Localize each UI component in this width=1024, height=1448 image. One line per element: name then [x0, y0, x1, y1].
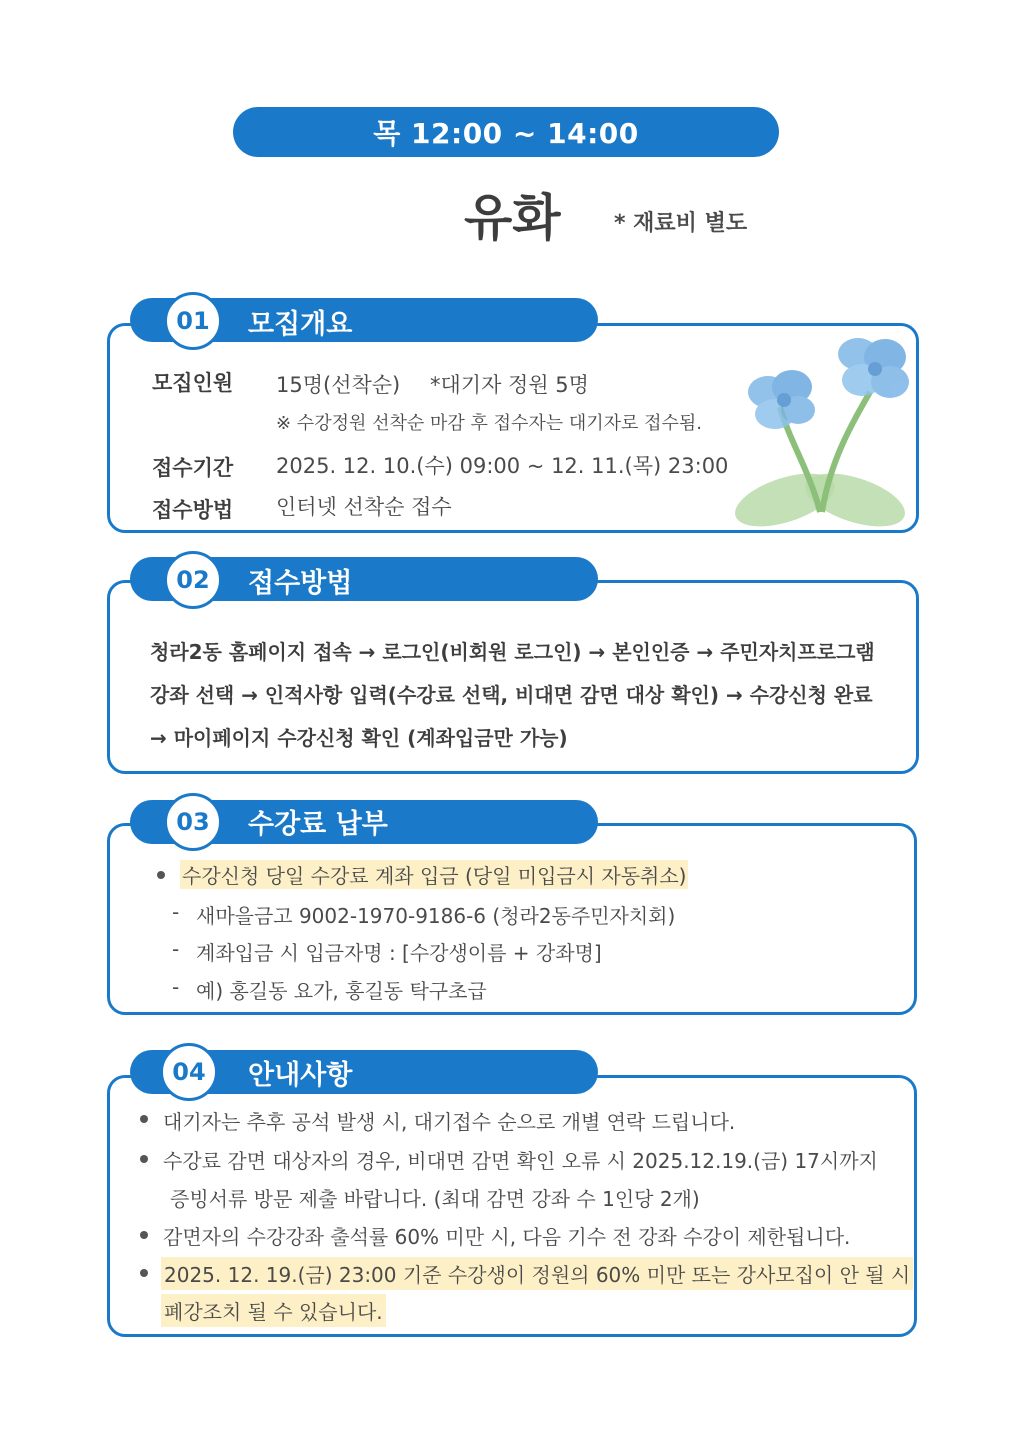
waitlist-notice: ※ 수강정원 선착순 마감 후 접수자는 대기자로 접수됨.: [276, 413, 703, 434]
field-value: 2025. 12. 10.(수) 09:00 ~ 12. 11.(목) 23:00: [276, 454, 729, 478]
time-banner: 목 12:00 ~ 14:00: [233, 107, 779, 157]
flower-illustration: [730, 332, 915, 530]
field-label: 접수기간: [152, 456, 234, 480]
procedure-line: 강좌 선택 → 인적사항 입력(수강료 선택, 비대면 감면 대상 확인) → 수강신청 완료: [150, 683, 873, 707]
waitlist-note: *대기자 정원 5명: [430, 373, 589, 397]
notice-item-continued: 증빙서류 방문 제출 바랍니다. (최대 감면 강좌 수 1인당 2개): [170, 1187, 700, 1211]
procedure-line: → 마이페이지 수강신청 확인 (계좌입금만 가능): [150, 726, 568, 750]
depositor-name-rule: 계좌입금 시 입금자명 : [수강생이름 + 강좌명]: [196, 941, 602, 965]
cancellation-notice: 2025. 12. 19.(금) 23:00 기준 수강생이 정원의 60% 미만 또는 강사모집이 안 될 시: [161, 1257, 913, 1290]
dash-marker: -: [172, 975, 180, 999]
bullet-dot: [140, 1155, 148, 1163]
section-title: 안내사항: [248, 1060, 353, 1091]
bullet-dot: [140, 1269, 148, 1277]
bullet-dot: [140, 1231, 148, 1239]
notice-item: 대기자는 추후 공석 발생 시, 대기접수 순으로 개별 연락 드립니다.: [163, 1110, 736, 1134]
field-value: 15명(선착순): [276, 373, 401, 397]
cancellation-notice-continued: 폐강조치 될 수 있습니다.: [161, 1294, 386, 1327]
field-value: 인터넷 선착순 접수: [276, 495, 452, 519]
field-label: 모집인원: [152, 371, 234, 395]
section-number: 01: [164, 292, 222, 350]
field-label: 접수방법: [152, 498, 234, 522]
dash-marker: -: [172, 900, 180, 924]
section-title: 모집개요: [248, 309, 353, 340]
section-number: 02: [164, 551, 222, 609]
bullet-dot: [140, 1115, 148, 1123]
material-note: * 재료비 별도: [614, 211, 748, 236]
bank-account: 새마을금고 9002-1970-9186-6 (청라2동주민자치회): [196, 904, 676, 928]
procedure-line: 청라2동 홈페이지 접속 → 로그인(비회원 로그인) → 본인인증 → 주민자치프로그램: [150, 640, 875, 664]
depositor-example: 예) 홍길동 요가, 홍길동 탁구초급: [196, 979, 487, 1003]
bullet-dot: [157, 871, 165, 879]
page-title: 유화: [464, 189, 561, 247]
payment-notice: 수강신청 당일 수강료 계좌 입금 (당일 미입금시 자동취소): [180, 860, 688, 889]
notice-item: 수강료 감면 대상자의 경우, 비대면 감면 확인 오류 시 2025.12.19.(금) 17시까지: [163, 1149, 878, 1173]
section-title: 수강료 납부: [248, 809, 388, 840]
section-number: 03: [164, 793, 222, 851]
dash-marker: -: [172, 937, 180, 961]
notice-item: 감면자의 수강강좌 출석률 60% 미만 시, 다음 기수 전 강좌 수강이 제한됩니다.: [163, 1225, 851, 1249]
section-number: 04: [160, 1043, 218, 1101]
section-title: 접수방법: [248, 568, 353, 599]
